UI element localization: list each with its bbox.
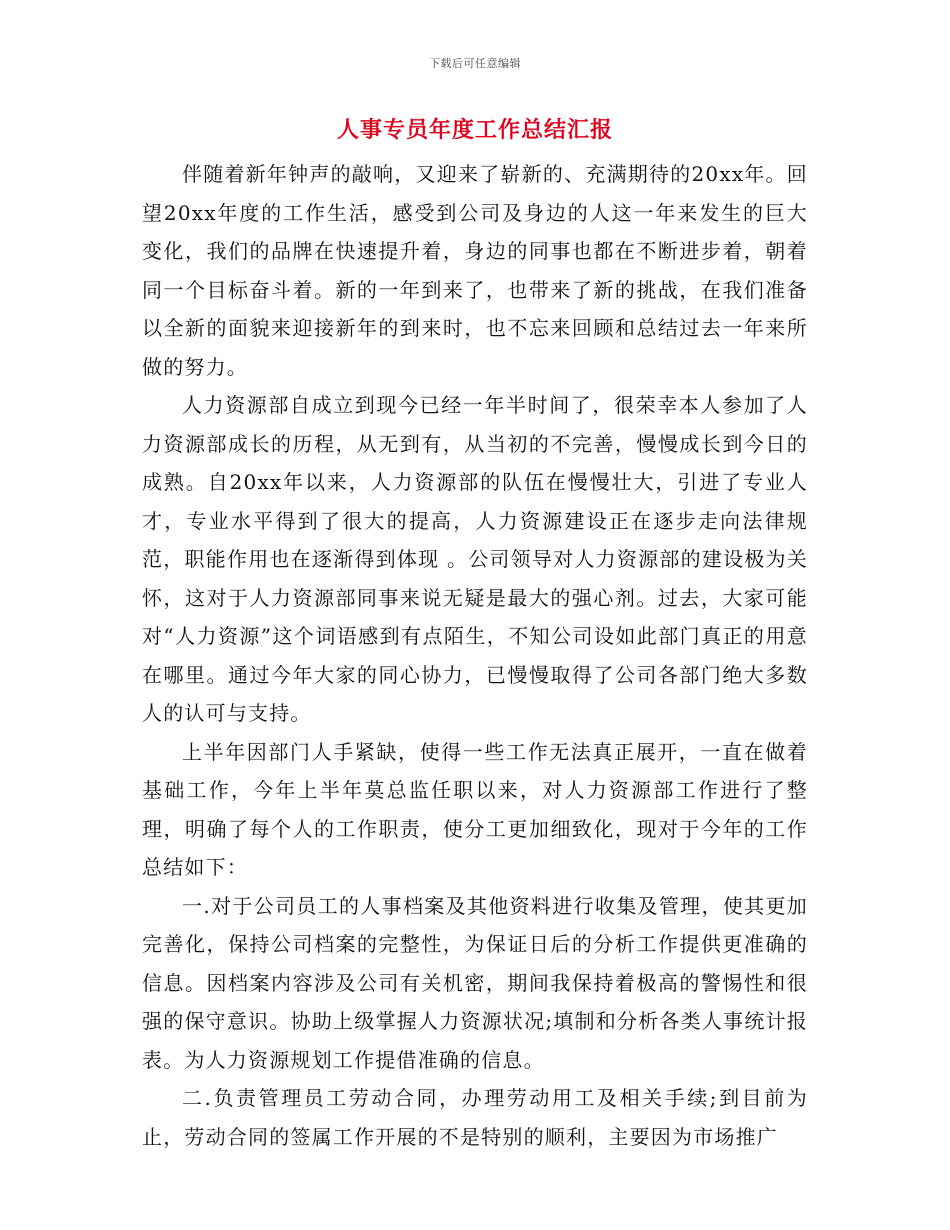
paragraph-item-one: 一.对于公司员工的人事档案及其他资料进行收集及管理，使其更加完善化，保持公司档案的完整性，为保证日后的分析工作提供更准确的信息。因档案内容涉及公司有关机密，期间我保持着极高的警惕性和很强的保守意识。协助上级掌握人力资源状况;填制和分析各类人事统计报表。为人力资源规划工作提借准确的信息。 xyxy=(142,893,808,1072)
document-title: 人事专员年度工作总结汇报 xyxy=(336,118,613,143)
page-header-note: 下载后可任意编辑 xyxy=(429,57,521,70)
paragraph-intro: 伴随着新年钟声的敲响，又迎来了崭新的、充满期待的20xx年。回望20xx年度的工作生活，感受到公司及身边的人这一年来发生的巨大变化，我们的品牌在快速提升着，身边的同事也都在不断进步着，朝着同一个目标奋斗着。新的一年到来了，也带来了新的挑战，在我们准备以全新的面貌来迎接新年的到来时，也不忘来回顾和总结过去一年来所做的努力。 xyxy=(142,162,808,379)
paragraph-item-two: 二.负责管理员工劳动合同，办理劳动用工及相关手续;到目前为止，劳动合同的签属工作开展的不是特别的顺利，主要因为市场推广 xyxy=(142,1086,808,1149)
paragraph-work-summary: 上半年因部门人手紧缺，使得一些工作无法真正展开，一直在做着基础工作，今年上半年莫总监任职以来，对人力资源部工作进行了整理，明确了每个人的工作职责，使分工更加细致化，现对于今年的工作总结如下： xyxy=(142,739,808,879)
paragraph-hr-department: 人力资源部自成立到现今已经一年半时间了，很荣幸本人参加了人力资源部成长的历程，从无到有，从当初的不完善，慢慢成长到今日的成熟。自20xx年以来，人力资源部的队伍在慢慢壮大，引进了专业人才，专业水平得到了很大的提高，人力资源建设正在逐步走向法律规范，职能作用也在逐渐得到体现 。公司领导对人力资源部的建设极为关怀，这对于人力资源部同事来说无疑是最大的强心剂。过去，大家可能对“人力资源”这个词语感到有点陌生，不知公司设如此部门真正的用意在哪里。通过今年大家的同心协力，已慢慢取得了公司各部门绝大多数人的认可与支持。 xyxy=(142,393,808,725)
document-body xyxy=(142,155,808,1156)
